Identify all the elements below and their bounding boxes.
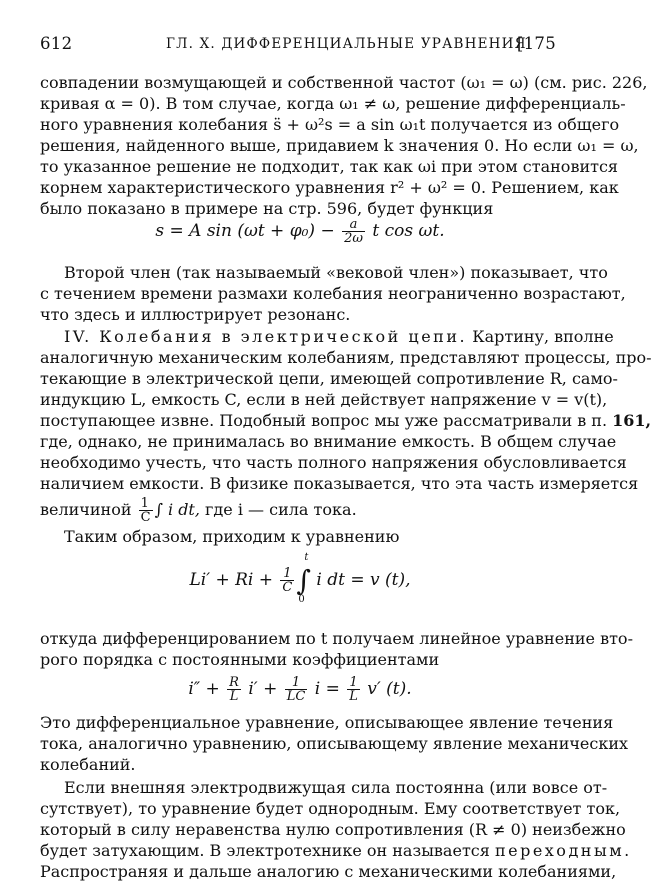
formula-part: i′ + — [248, 679, 278, 699]
text-span: где i — сила тока. — [205, 500, 357, 519]
fraction-denominator: C — [282, 580, 293, 595]
fraction-numerator: 1 — [347, 676, 360, 690]
reference-number: 161, — [612, 411, 652, 430]
formula-part: i dt = v (t), — [316, 570, 411, 590]
text-line — [40, 840, 632, 861]
text-line: что здесь и иллюстрирует резонанс. — [40, 305, 351, 324]
fraction-denominator: LC — [286, 689, 306, 704]
text-span: Картину, вполне — [472, 327, 614, 346]
text-line: то указанное решение не подходит, так как ωi при этом становится — [40, 157, 619, 176]
text-line: рого порядка с постоянными коэффициентами — [40, 650, 440, 669]
text-line: где, однако, не принималась во внимание емкость. В общем случае — [40, 432, 617, 451]
fraction — [342, 218, 365, 245]
fraction — [347, 676, 360, 703]
text-line: корнем характеристического уравнения r² + ω² = 0. Решением, как — [40, 178, 619, 197]
formula-resonance-solution — [0, 218, 600, 245]
emphasized-word: переходным. — [494, 841, 632, 860]
running-header — [40, 34, 556, 56]
fraction-numerator: 1 — [285, 676, 308, 690]
text-line: наличием емкости. В физике показывается, что эта часть измеряется — [40, 474, 639, 493]
fraction-denominator: C — [140, 510, 151, 525]
text-line — [40, 497, 556, 524]
text-line: решения, найденного выше, придавием k значения 0. Но если ω₁ = ω, — [40, 136, 639, 155]
fraction-denominator: L — [229, 689, 239, 704]
text-line — [64, 326, 614, 347]
text-line: кривая α = 0). В том случае, когда ω₁ ≠ ω, решение дифференциаль- — [40, 94, 626, 113]
formula-part: i″ + — [188, 679, 220, 699]
fraction-numerator: R — [229, 675, 239, 690]
fraction — [280, 567, 294, 594]
formula-part: s = A sin (ωt + φ₀) − — [155, 221, 335, 241]
fraction — [139, 497, 153, 524]
fraction — [227, 676, 241, 703]
formula-second-order — [0, 676, 600, 703]
text-line: Таким образом, приходим к уравнению — [64, 527, 400, 546]
text-line: Распространяя и дальше аналогию с механическими колебаниями, — [40, 862, 617, 881]
integral-expression: ∫ i dt, — [154, 500, 200, 519]
page-number: 612 — [40, 34, 73, 53]
section-label: IV. Колебания в электрической цепи. — [64, 327, 468, 346]
formula-part: i = — [314, 679, 340, 699]
text-line: было показано в примере на стр. 596, будет функция — [40, 199, 494, 218]
text-line: текающие в электрической цепи, имеющей сопротивление R, само- — [40, 369, 618, 388]
text-line: аналогичную механическим колебаниям, представляют процессы, про- — [40, 348, 652, 367]
fraction-numerator: 1 — [139, 497, 153, 511]
text-span: будет затухающим. В электротехнике он называется — [40, 841, 490, 860]
formula-circuit-equation — [0, 552, 600, 605]
section-number: [175 — [516, 34, 556, 53]
text-line: с течением времени размахи колебания неограниченно возрастают, — [40, 284, 626, 303]
text-line: Второй член (так называемый «вековой член») показывает, что — [64, 263, 608, 282]
integral-lower-limit: 0 — [298, 594, 305, 605]
integral-sign: ∫ t 0 — [296, 552, 311, 605]
text-line: который в силу неравенства нулю сопротивления (R ≠ 0) неизбежно — [40, 820, 626, 839]
text-line: необходимо учесть, что часть полного напряжения обусловливается — [40, 453, 627, 472]
text-span: величиной — [40, 500, 132, 519]
fraction — [285, 676, 308, 703]
text-span: поступающее извне. Подобный вопрос мы уже рассматривали в п. — [40, 411, 608, 430]
text-line: тока, аналогично уравнению, описывающему явление механических — [40, 734, 629, 753]
text-line: индукцию L, емкость C, если в ней действует напряжение v = v(t), — [40, 390, 608, 409]
text-line: совпадении возмущающей и собственной частот (ω₁ = ω) (см. рис. 226, — [40, 73, 648, 92]
text-line: Это дифференциальное уравнение, описывающее явление течения — [40, 713, 614, 732]
fraction-numerator: a — [342, 218, 365, 232]
fraction-denominator: L — [349, 689, 358, 704]
chapter-title: ГЛ. X. ДИФФЕРЕНЦИАЛЬНЫЕ УРАВНЕНИЯ — [166, 36, 527, 52]
integral-upper-limit: t — [304, 552, 309, 563]
text-line: сутствует), то уравнение будет однородным. Ему соответствует ток, — [40, 799, 621, 818]
fraction-denominator: 2ω — [344, 231, 363, 246]
text-line: колебаний. — [40, 755, 136, 774]
text-line: ного уравнения колебания s̈ + ω²s = a sin ω₁t получается из общего — [40, 115, 620, 134]
formula-part: t cos ωt. — [372, 221, 445, 241]
formula-part: v′ (t). — [367, 679, 412, 699]
text-line — [40, 410, 652, 431]
text-line: Если внешняя электродвижущая сила постоянна (или вовсе от- — [64, 778, 608, 797]
fraction-numerator: 1 — [280, 567, 294, 581]
formula-part: Li′ + Ri + — [189, 570, 274, 590]
text-line: откуда дифференцированием по t получаем линейное уравнение вто- — [40, 629, 633, 648]
